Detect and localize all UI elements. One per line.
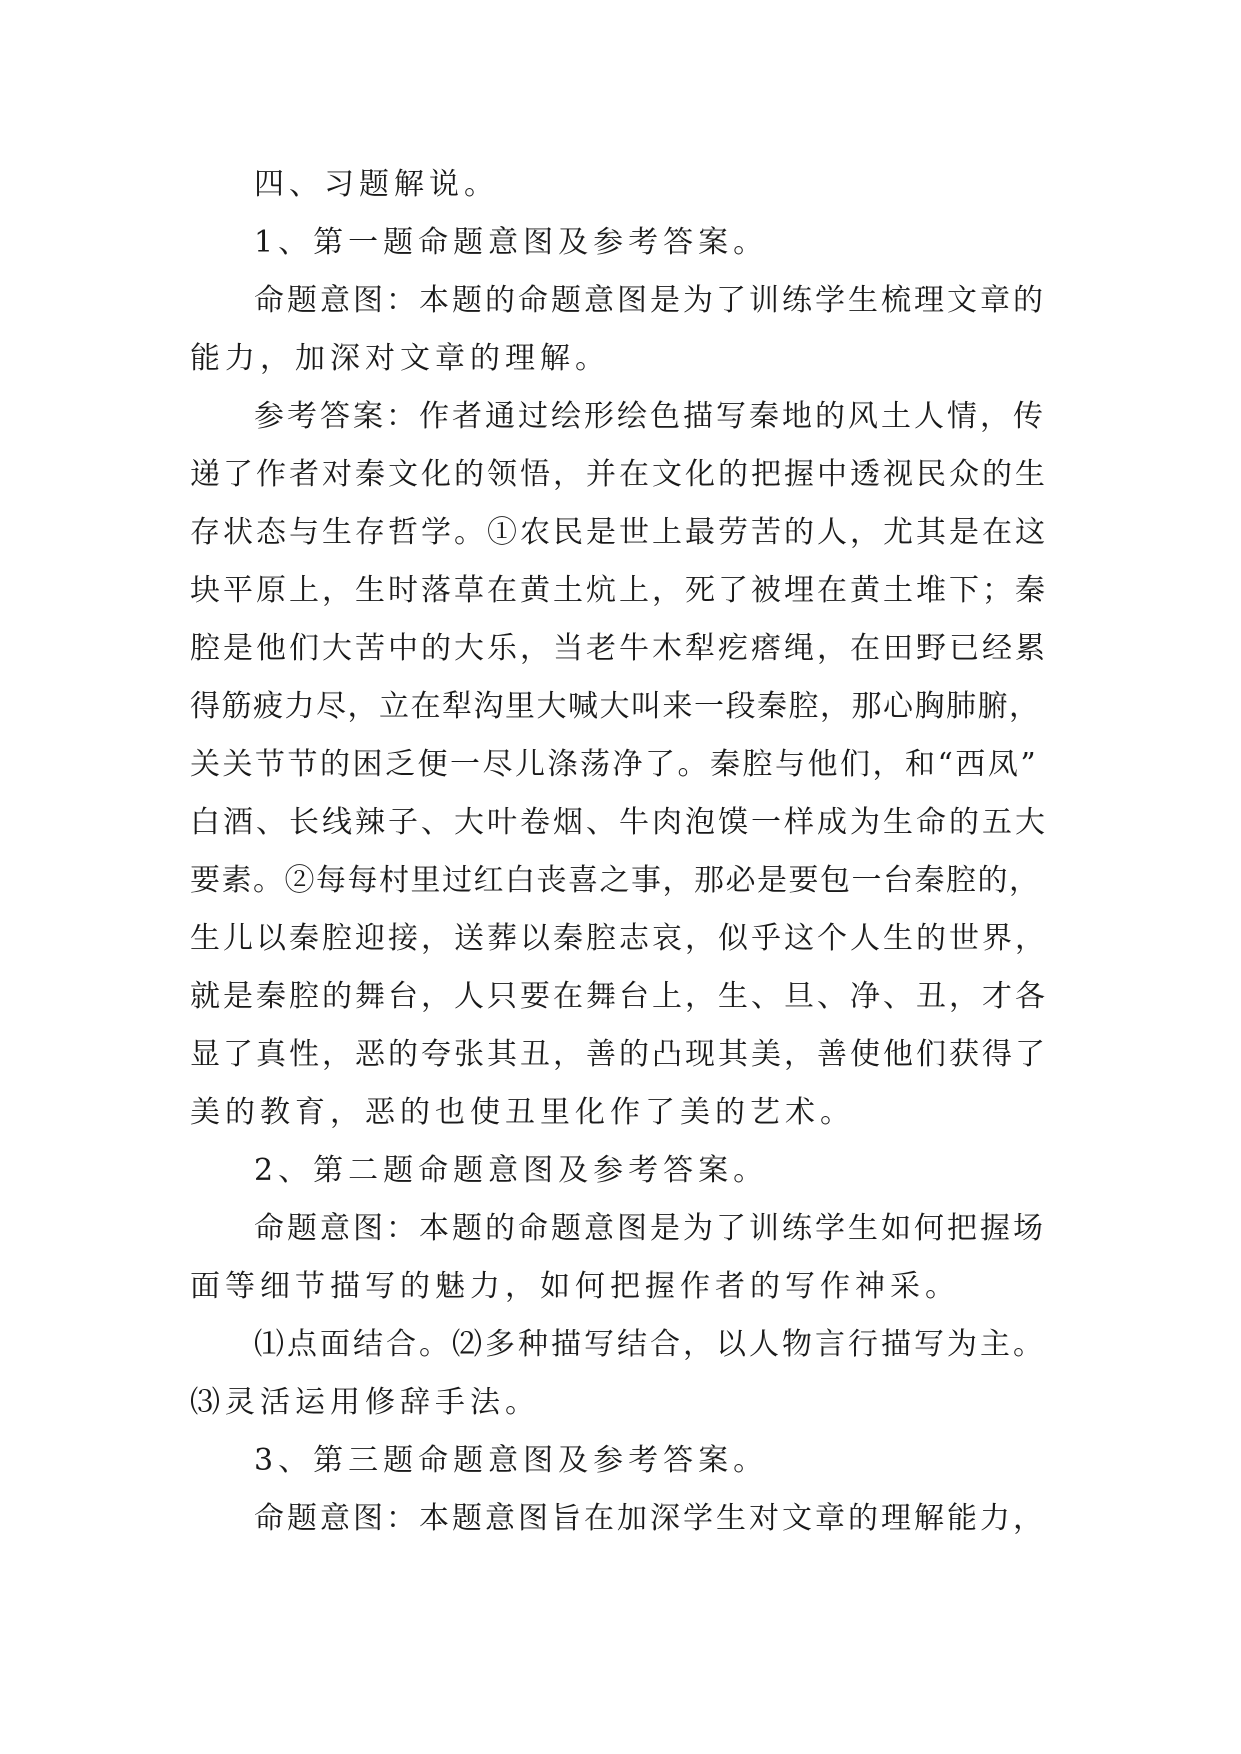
text-line: 2、第二题命题意图及参考答案。 — [254, 1153, 769, 1188]
document-body — [190, 156, 1050, 1548]
text-line: 面等细节描写的魅力，如何把握作者的写作神采。 — [190, 1269, 960, 1304]
text-line: 就是秦腔的舞台，人只要在舞台上，生、旦、净、丑，才各 — [190, 979, 1048, 1014]
text-line: 要素。②每每村里过红白丧喜之事，那必是要包一台秦腔的， — [190, 863, 1041, 898]
text-line: 美的教育，恶的也使丑里化作了美的艺术。 — [190, 1095, 855, 1130]
text-line: 得筋疲力尽，立在犁沟里大喊大叫来一段秦腔，那心胸肺腑， — [190, 689, 1041, 724]
text-line: 块平原上，生时落草在黄土炕上，死了被埋在黄土堆下；秦 — [190, 573, 1048, 608]
text-line: 命题意图：本题的命题意图是为了训练学生梳理文章的 — [254, 283, 1046, 318]
text-line: 命题意图：本题意图旨在加深学生对文章的理解能力， — [254, 1501, 1046, 1536]
text-line: 关关节节的困乏便一尽儿涤荡净了。秦腔与他们，和“西凤” — [190, 747, 1039, 782]
text-line: 递了作者对秦文化的领悟，并在文化的把握中透视民众的生 — [190, 457, 1048, 492]
text-line: 3、第三题命题意图及参考答案。 — [254, 1443, 769, 1478]
text-line: 白酒、长线辣子、大叶卷烟、牛肉泡馍一样成为生命的五大 — [190, 805, 1048, 840]
text-line: 腔是他们大苦中的大乐，当老牛木犁疙瘩绳，在田野已经累 — [190, 631, 1048, 666]
text-line: ⑴点面结合。⑵多种描写结合，以人物言行描写为主。 — [254, 1327, 1046, 1362]
text-line: 四、习题解说。 — [254, 167, 499, 202]
text-line: 显了真性，恶的夸张其丑，善的凸现其美，善使他们获得了 — [190, 1037, 1048, 1072]
text-line: 命题意图：本题的命题意图是为了训练学生如何把握场 — [254, 1211, 1046, 1246]
text-line: 1、第一题命题意图及参考答案。 — [254, 225, 769, 260]
text-line: 存状态与生存哲学。①农民是世上最劳苦的人，尤其是在这 — [190, 515, 1048, 550]
text-line: 参考答案：作者通过绘形绘色描写秦地的风土人情，传 — [254, 399, 1046, 434]
text-line: 生儿以秦腔迎接，送葬以秦腔志哀，似乎这个人生的世界， — [190, 921, 1048, 956]
text-line: 能力，加深对文章的理解。 — [190, 341, 610, 376]
text-line: ⑶灵活运用修辞手法。 — [190, 1385, 540, 1420]
